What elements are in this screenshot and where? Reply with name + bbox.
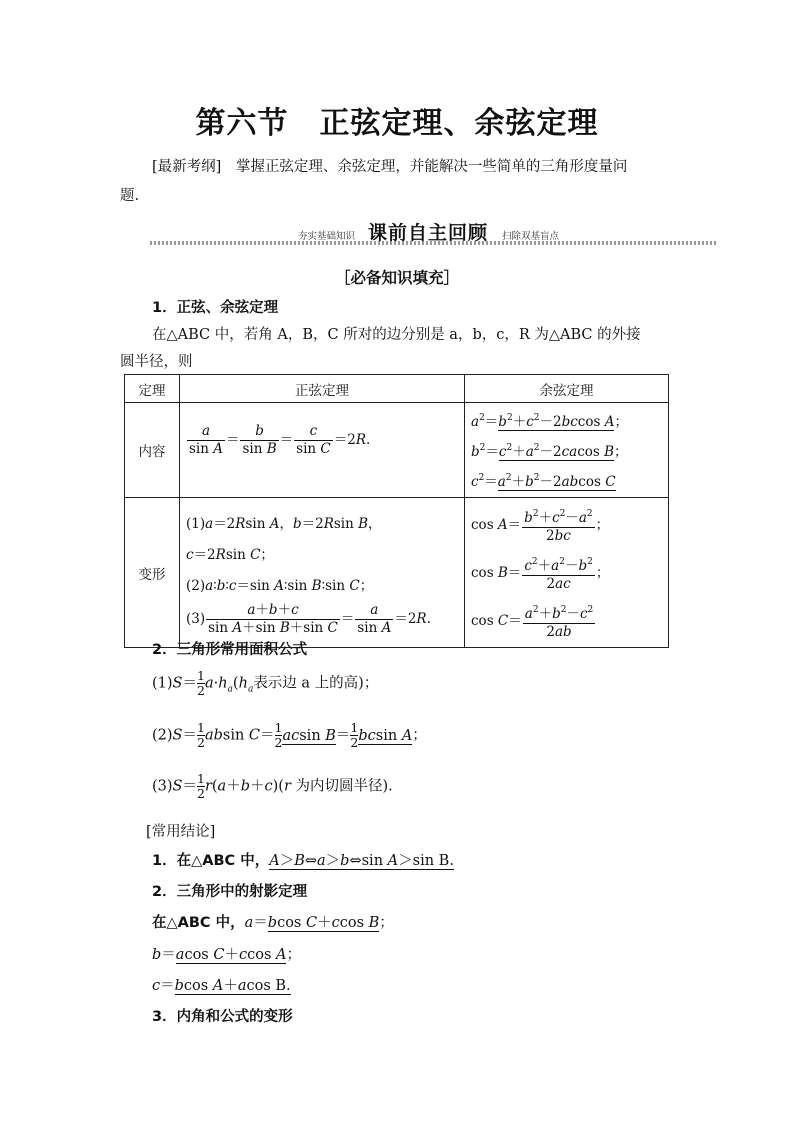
syllabus-tag: [最新考纲] <box>152 159 222 175</box>
item1-heading: 1．正弦、余弦定理 <box>152 300 279 316</box>
area-formula-1: (1)S＝ $\frac{1}{2}$ $a\cdot h_a(h_a$表示边 a 上的高)； <box>152 668 379 698</box>
banner-left: 夯实基础知识 <box>298 231 356 242</box>
page-title: 第六节 正弦定理、余弦定理 <box>195 106 599 141</box>
section-banner <box>150 220 716 246</box>
syllabus-text: 掌握正弦定理、余弦定理，并能解决一些简单的三角形度量问 <box>235 159 628 175</box>
syllabus-line1 <box>152 155 627 179</box>
item1-intro2: 圆半径，则 <box>120 354 193 370</box>
item2-heading: 2．三角形常用面积公式 <box>152 642 308 658</box>
conclusion-3-heading: 3．内角和公式的变形 <box>152 1009 293 1025</box>
sine-law-cell <box>180 403 465 498</box>
sine-variant-formulas: (1)a＝2Rsin A，b＝2Rsin B， c＝2Rsin C； (2)a∶b∶c＝sin A∶sin B∶sin C； (3) $\frac{a+b+c}{\text{sin A＋sin B＋sin C}}$ ＝ $\frac{a}{\text{sin A}}$ ＝2R. <box>186 515 431 636</box>
sine-variant-cell <box>180 498 465 648</box>
area-formula-2: (2)S＝ $\frac{1}{2}$ absin C＝ $\frac{1}{2}$ acsin B＝ $\frac{1}{2}$ bcsin A； <box>152 720 427 750</box>
section-title: ［必备知识填充］ <box>334 269 459 287</box>
conclusion-2-prefix: 在△ABC 中， <box>152 915 245 931</box>
projection-formula-b: b＝acos C＋ccos A； <box>152 947 301 963</box>
row-content-label: 内容 <box>125 403 180 498</box>
area-formula-3: (3)S＝ $\frac{1}{2}$ r(a＋b＋c)(r 为内切圆半径). <box>152 771 393 801</box>
cosine-variant-cell <box>465 498 669 648</box>
cosine-law-formulas: $a^2=b^2+c^2-2bccos$ A； $b^2=c^2+a^2-2cacos$ B； $c^2=a^2+b^2-2abcos$ C <box>471 413 628 490</box>
conclusion-1: 1．在△ABC 中，A＞B⇔a＞b⇔sin A＞sin B. <box>152 853 454 869</box>
th-sine: 正弦定理 <box>180 375 465 403</box>
conclusion-1-prefix: 1．在△ABC 中， <box>152 853 270 869</box>
theorem-table <box>124 374 669 648</box>
cosine-law-cell <box>465 403 669 498</box>
sine-law-formula: $\frac{a}{\text{sin A}}$ ＝ $\frac{b}{\text{sin B}}$ ＝ $\frac{c}{\text{sin C}}$ ＝2R. <box>189 422 371 457</box>
syllabus-line2: 题. <box>120 188 140 204</box>
th-theorem: 定理 <box>125 375 180 403</box>
th-cosine: 余弦定理 <box>465 375 669 403</box>
area-formula-3-note: 为内切圆半径). <box>295 778 393 795</box>
row-variant-label: 变形 <box>125 498 180 648</box>
area-formula-1-note: 表示边 a 上的高)； <box>253 675 379 692</box>
projection-formula-a: 在△ABC 中，a＝bcos C＋ccos B； <box>152 915 394 931</box>
conclusions-tag: [常用结论] <box>146 824 216 840</box>
conclusion-2-heading: 2．三角形中的射影定理 <box>152 884 308 900</box>
projection-formula-c: c＝bcos A＋acos B. <box>152 978 291 994</box>
banner-right: 扫除双基盲点 <box>502 231 560 242</box>
item1-intro1: 在△ABC 中，若角 A，B，C 所对的边分别是 a，b，c，R 为△ABC 的外接 <box>152 327 641 343</box>
cosine-variant-formulas: cos A＝ $\frac{b^2+c^2-a^2}{2bc}$ ； cos B＝ $\frac{c^2+a^2-b^2}{2ac}$ ； cos C＝ $\frac{a^2+b^2-c^2}{2ab}$ <box>465 499 668 647</box>
banner-main: 课前自主回顾 <box>368 222 489 244</box>
